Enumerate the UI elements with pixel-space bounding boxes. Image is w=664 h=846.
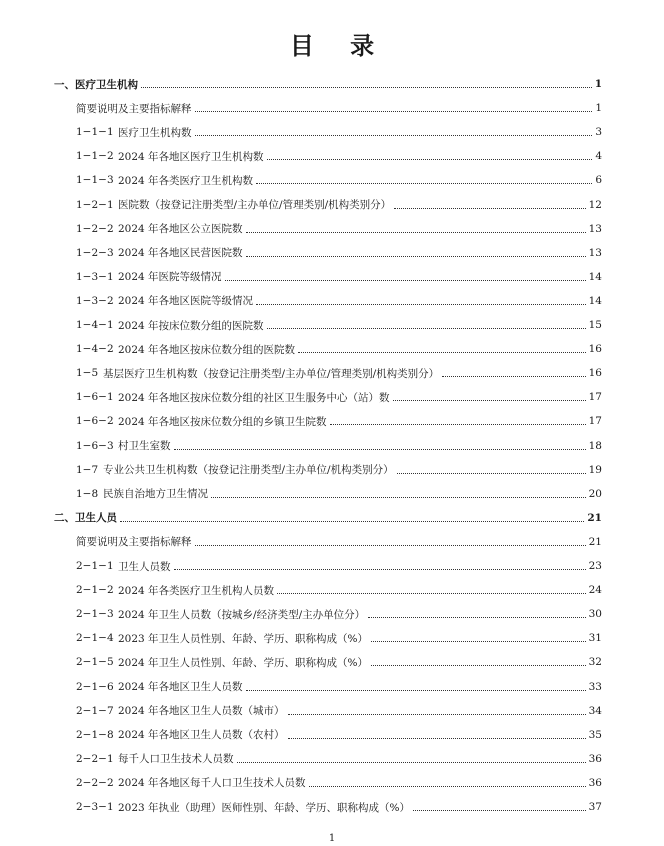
- toc-entry-title: 2024 年各地区医疗卫生机构数: [118, 150, 264, 163]
- dot-leader: [394, 207, 586, 209]
- toc-entry-number: 1−6−3: [76, 439, 114, 452]
- toc-section[interactable]: [54, 508, 602, 528]
- toc-entry[interactable]: [76, 195, 602, 215]
- dot-leader: [277, 592, 586, 594]
- toc-entry[interactable]: [76, 460, 602, 480]
- toc-entry-title: 2024 年卫生人员数（按城乡/经济类型/主办单位分）: [118, 608, 366, 621]
- dot-leader: [141, 86, 592, 88]
- toc-page-number: 34: [588, 704, 602, 717]
- toc-page-number: 17: [588, 391, 602, 404]
- toc-page-number: 17: [588, 415, 602, 428]
- toc-entry-number: 1−2−2: [76, 222, 114, 235]
- toc-entry-number: 2−3−1: [76, 801, 114, 813]
- toc-entry-title: 简要说明及主要指标解释: [76, 102, 192, 115]
- toc-entry-number: 2−1−6: [76, 680, 114, 693]
- dot-leader: [267, 327, 586, 329]
- dot-leader: [120, 520, 584, 522]
- toc-entry[interactable]: [76, 580, 602, 600]
- toc-entry[interactable]: [76, 532, 602, 552]
- toc-entry-title: 专业公共卫生机构数（按登记注册类型/主办单位/机构类别分）: [103, 464, 394, 477]
- toc-entry-title: 2024 年各地区卫生人员数: [118, 681, 243, 693]
- toc-page-number: 16: [588, 343, 602, 356]
- toc-entry-title: 2024 年各类医疗卫生机构人员数: [118, 584, 275, 597]
- toc-entry[interactable]: [76, 267, 602, 287]
- toc-entry[interactable]: [76, 98, 602, 118]
- dot-leader: [195, 544, 586, 546]
- toc-entry-title: 2023 年执业（助理）医师性别、年龄、学历、职称构成（%）: [118, 801, 411, 814]
- toc-entry-title: 2024 年各地区民营医院数: [118, 247, 243, 260]
- toc-entry[interactable]: [76, 484, 602, 504]
- toc-entry-number: 2−1−7: [76, 704, 114, 717]
- toc-entry[interactable]: [76, 628, 602, 648]
- toc-entry-title: 2024 年各地区按床位数分组的医院数: [118, 343, 296, 356]
- page-title: 目 录: [289, 31, 389, 60]
- toc-entry[interactable]: [76, 652, 602, 672]
- toc-entry-number: 1−7: [76, 463, 99, 476]
- toc-page-number: 37: [588, 801, 602, 813]
- toc-entry-number: 2−1−8: [76, 728, 114, 741]
- toc-entry[interactable]: [76, 315, 602, 335]
- toc-page-number: 19: [588, 463, 602, 476]
- toc-page-number: 13: [588, 246, 602, 259]
- toc-entry-number: 2−2−1: [76, 752, 114, 765]
- dot-leader: [246, 689, 586, 691]
- toc-section-title: 一、医疗卫生机构: [54, 78, 138, 91]
- toc-page-number: 16: [588, 367, 602, 380]
- toc-entry[interactable]: [76, 725, 602, 745]
- toc-entry-number: 2−1−5: [76, 656, 114, 669]
- toc-page-number: 14: [588, 294, 602, 307]
- toc-entry-number: 2−1−4: [76, 632, 114, 645]
- toc-page-number: 6: [595, 174, 602, 187]
- toc-page-number: 12: [588, 198, 602, 211]
- toc-entry-title: 2024 年卫生人员性别、年龄、学历、职称构成（%）: [118, 656, 369, 669]
- toc-entry[interactable]: [76, 339, 602, 359]
- toc-entry-number: 1−6−1: [76, 391, 114, 404]
- toc-entry-title: 基层医疗卫生机构数（按登记注册类型/主办单位/管理类别/机构类别分）: [103, 367, 440, 380]
- dot-leader: [413, 809, 586, 811]
- dot-leader: [256, 303, 586, 305]
- toc-entry-number: 2−1−3: [76, 608, 114, 621]
- toc-entry[interactable]: [76, 436, 602, 456]
- toc-page-number: 30: [588, 608, 602, 621]
- toc-entry-number: 1−4−2: [76, 343, 114, 356]
- toc-entry-title: 2024 年各类医疗卫生机构数: [118, 174, 254, 187]
- toc-entry[interactable]: [76, 411, 602, 431]
- toc-entry[interactable]: [76, 291, 602, 311]
- toc-entry-title: 2023 年卫生人员性别、年龄、学历、职称构成（%）: [118, 632, 369, 645]
- toc-page-number: 24: [588, 584, 602, 597]
- toc-entry-title: 简要说明及主要指标解释: [76, 536, 192, 549]
- toc-entry[interactable]: [76, 170, 602, 190]
- dot-leader: [330, 423, 586, 425]
- toc-page-number: 1: [595, 102, 602, 115]
- dot-leader: [393, 399, 586, 401]
- toc-section-title: 二、卫生人员: [54, 512, 117, 525]
- toc-entry-number: 1−5: [76, 367, 99, 380]
- toc-entry[interactable]: [76, 749, 602, 769]
- dot-leader: [225, 279, 586, 281]
- dot-leader: [174, 568, 586, 570]
- toc-entry-title: 2024 年按床位数分组的医院数: [118, 319, 264, 332]
- dot-leader: [397, 472, 586, 474]
- toc-entry-title: 医院数（按登记注册类型/主办单位/管理类别/机构类别分）: [118, 199, 392, 211]
- toc-entry[interactable]: [76, 387, 602, 407]
- toc-entry-number: 2−1−1: [76, 560, 114, 572]
- toc-entry-title: 2024 年各地区按床位数分组的社区卫生服务中心（站）数: [118, 391, 390, 404]
- toc-entry[interactable]: [76, 243, 602, 263]
- toc-entry[interactable]: [76, 122, 602, 142]
- toc-page-number: 21: [588, 535, 602, 548]
- toc-entry[interactable]: [76, 604, 602, 624]
- toc-entry-number: 1−6−2: [76, 415, 114, 428]
- dot-leader: [288, 713, 586, 715]
- toc-entry[interactable]: [76, 797, 602, 817]
- toc-page-number: 4: [595, 150, 602, 163]
- toc-entry-title: 2024 年各地区每千人口卫生技术人员数: [118, 777, 306, 790]
- dot-leader: [246, 231, 586, 233]
- toc-page-number: 35: [588, 728, 602, 741]
- toc-page-number: 36: [588, 776, 602, 789]
- toc-entry-title: 2024 年各地区按床位数分组的乡镇卫生院数: [118, 415, 327, 428]
- toc-entry[interactable]: [76, 773, 602, 793]
- dot-leader: [267, 158, 593, 160]
- toc-page-number: 32: [588, 656, 602, 669]
- dot-leader: [298, 351, 586, 353]
- toc-entry[interactable]: [76, 556, 602, 576]
- toc-page-number: 20: [588, 487, 602, 500]
- toc-entry-number: 1−3−2: [76, 294, 114, 307]
- toc-entry-number: 2−1−2: [76, 584, 114, 597]
- toc-entry[interactable]: [76, 701, 602, 721]
- toc-page-number: 23: [588, 560, 602, 572]
- toc-entry-title: 每千人口卫生技术人员数: [118, 753, 234, 766]
- toc-page-number: 3: [595, 126, 602, 139]
- dot-leader: [174, 448, 586, 450]
- toc-entry-title: 医疗卫生机构数: [118, 126, 192, 139]
- dot-leader: [195, 110, 593, 112]
- toc-entry-number: 1−8: [76, 487, 99, 500]
- dot-leader: [256, 182, 592, 184]
- toc-entry-title: 2024 年各地区卫生人员数（城市）: [118, 705, 285, 718]
- toc-page-number: 33: [588, 680, 602, 693]
- toc-entry-number: 1−3−1: [76, 270, 114, 283]
- dot-leader: [195, 134, 593, 136]
- toc-entry-number: 1−1−3: [76, 174, 114, 187]
- toc-entry-title: 2024 年医院等级情况: [118, 271, 222, 284]
- toc-entry-title: 卫生人员数: [118, 560, 171, 573]
- dot-leader: [246, 255, 586, 257]
- dot-leader: [442, 375, 586, 377]
- toc-page-number: 15: [588, 319, 602, 331]
- page-number-footer: 1: [328, 833, 336, 844]
- toc-entry-title: 2024 年各地区公立医院数: [118, 223, 243, 236]
- toc-section[interactable]: [54, 74, 602, 94]
- toc-entry[interactable]: [76, 363, 602, 383]
- toc-entry-title: 民族自治地方卫生情况: [103, 488, 208, 501]
- toc-entry[interactable]: [76, 219, 602, 239]
- toc-entry[interactable]: [76, 677, 602, 697]
- toc-page-number: 13: [588, 222, 602, 235]
- toc-entry[interactable]: [76, 146, 602, 166]
- dot-leader: [211, 496, 586, 498]
- dot-leader: [288, 737, 586, 739]
- toc-entry-number: 1−1−1: [76, 126, 114, 139]
- toc-entry-number: 1−1−2: [76, 150, 114, 163]
- toc-entry-title: 村卫生室数: [118, 440, 171, 452]
- toc-entry-number: 1−4−1: [76, 319, 114, 331]
- toc-page-number: 31: [588, 632, 602, 645]
- toc-page-number: 21: [587, 511, 602, 524]
- toc-entry-number: 2−2−2: [76, 776, 114, 789]
- dot-leader: [309, 785, 586, 787]
- toc-entry-number: 1−2−3: [76, 246, 114, 259]
- toc-entry-number: 1−2−1: [76, 198, 114, 211]
- toc-page-number: 36: [588, 752, 602, 765]
- toc-page-number: 1: [594, 78, 602, 90]
- dot-leader: [371, 640, 586, 642]
- toc-entry-title: 2024 年各地区医院等级情况: [118, 295, 254, 308]
- toc-entry-title: 2024 年各地区卫生人员数（农村）: [118, 729, 285, 742]
- dot-leader: [368, 616, 585, 618]
- toc-page-number: 14: [588, 270, 602, 283]
- toc-page-number: 18: [588, 439, 602, 452]
- dot-leader: [371, 664, 586, 666]
- dot-leader: [237, 761, 586, 763]
